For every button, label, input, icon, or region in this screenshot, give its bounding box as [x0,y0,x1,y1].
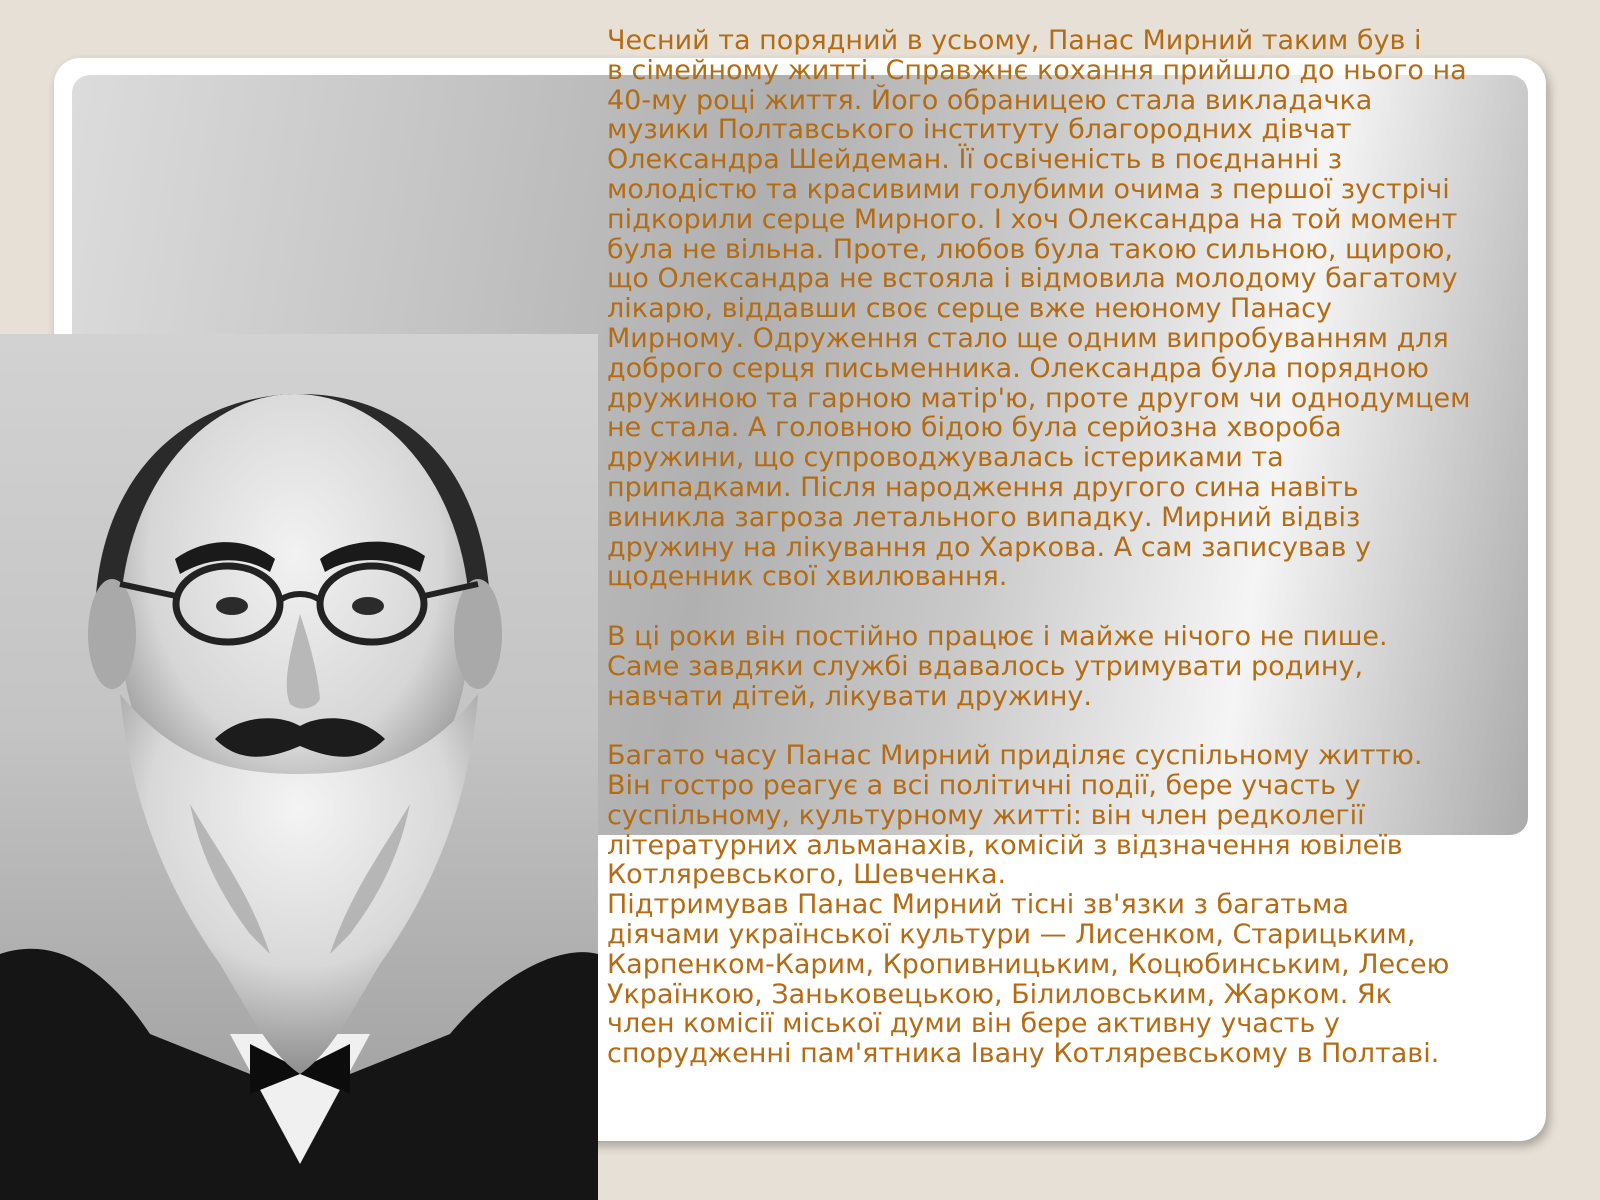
text-line: член комісії міської думи він бере активну участь у [607,1008,1340,1040]
paragraph [607,622,1592,711]
text-line: суспільному, культурному житті: він член редколегії [607,799,1365,831]
text-line: в сімейному житті. Справжнє кохання прийшло до нього на [607,54,1467,86]
text-line: підкорили серце Мирного. І хоч Олександра на той момент [607,203,1458,235]
text-line: В ці роки він постійно працює і майже нічого не пише. [607,620,1388,652]
text-line: була не вільна. Проте, любов була такою сильною, щирою, [607,233,1453,265]
text-line: дружину на лікування до Харкова. А сам записував у [607,531,1371,563]
text-line: дружиною та гарною матір'ю, проте другом чи однодумцем [607,382,1471,414]
paragraph-gap [607,592,1592,622]
text-line: Багато часу Панас Мирний приділяє суспільному життю. [607,740,1423,772]
text-line: Мирному. Одруження стало ще одним випробуванням для [607,322,1449,354]
text-line: Він гостро реагує а всі політичні події, бере участь у [607,769,1361,801]
text-line: припадками. Після народження другого сина навіть [607,471,1359,503]
biography-text [607,26,1592,1069]
text-line: спорудженні пам'ятника Івану Котляревському в Полтаві. [607,1038,1440,1070]
text-line: Чесний та порядний в усьому, Панас Мирний таким був і [607,25,1422,56]
text-line: Котляревського, Шевченка. [607,859,1007,891]
text-line: Олександра Шейдеман. Її освіченість в поєднанні з [607,144,1343,176]
text-line: Українкою, Заньковецькою, Білиловським, Жарком. Як [607,978,1392,1010]
text-line: доброго серця письменника. Олександра була порядною [607,352,1429,384]
paragraph [607,26,1592,592]
text-line: Карпенком-Карим, Кропивницьким, Коцюбинським, Лесею [607,948,1450,980]
text-line: навчати дітей, лікувати дружину. [607,680,1092,712]
text-line: що Олександра не встояла і відмовила молодому багатому [607,263,1458,295]
text-line: Саме завдяки службі вдавалось утримувати родину, [607,650,1364,682]
text-line: лікарю, віддавши своє серце вже неюному Панасу [607,293,1332,325]
text-line: дружини, що супроводжувалась істериками та [607,442,1284,474]
text-line: Підтримував Панас Мирний тісні зв'язки з багатьма [607,889,1349,921]
text-line: музики Полтавського інституту благородних дівчат [607,114,1352,146]
paragraph-gap [607,711,1592,741]
text-line: не стала. А головною бідою була серйозна хвороба [607,412,1342,444]
text-line: молодістю та красивими голубими очима з першої зустрічі [607,173,1450,205]
text-line: щоденник свої хвилювання. [607,561,1008,593]
text-line: діячами української культури — Лисенком, Старицьким, [607,918,1416,950]
text-line: літературних альманахів, комісій з відзначення ювілеїв [607,829,1403,861]
text-line: виникла загроза летального випадку. Мирний відвіз [607,501,1361,533]
portrait-illustration [0,334,598,1200]
portrait-photo [0,334,598,1200]
text-line: 40-му році життя. Його обраницею стала викладачка [607,84,1373,116]
paragraph [607,741,1592,1069]
